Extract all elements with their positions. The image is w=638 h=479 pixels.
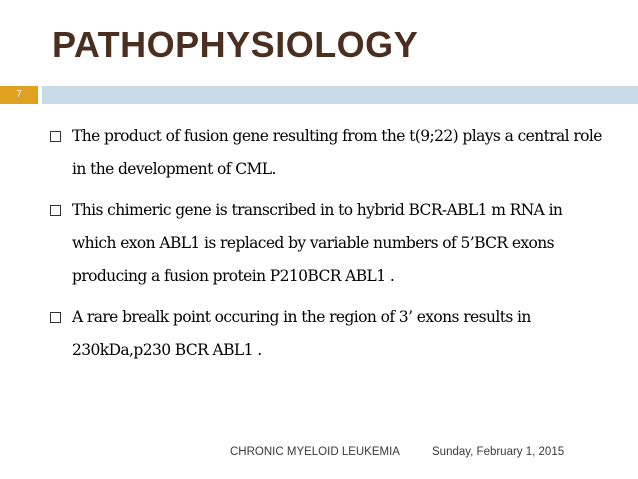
bullet-item [50,120,610,186]
bullet-item [50,301,610,367]
bullet-text: A rare brealk point occuring in the region of 3’ exons results in 230kDa,p230 BCR ABL1 . [72,308,531,359]
square-bullet-icon [50,205,61,216]
bullet-text: The product of fusion gene resulting from the t(9;22) plays a central role in the development of CML. [72,127,602,178]
bullet-item [50,194,610,293]
slide-title: PATHOPHYSIOLOGY [52,24,419,65]
footer-title: CHRONIC MYELOID LEUKEMIA [230,446,400,458]
bullet-list [50,120,610,375]
slide-number: 7 [0,86,38,104]
bullet-text: This chimeric gene is transcribed in to hybrid BCR-ABL1 m RNA in which exon ABL1 is replaced by variable numbers of 5’BCR exons producing a fusion protein P210BCR ABL1 . [72,201,563,285]
square-bullet-icon [50,312,61,323]
square-bullet-icon [50,131,61,142]
title-divider-bar [42,86,638,104]
footer-date: Sunday, February 1, 2015 [432,446,565,458]
